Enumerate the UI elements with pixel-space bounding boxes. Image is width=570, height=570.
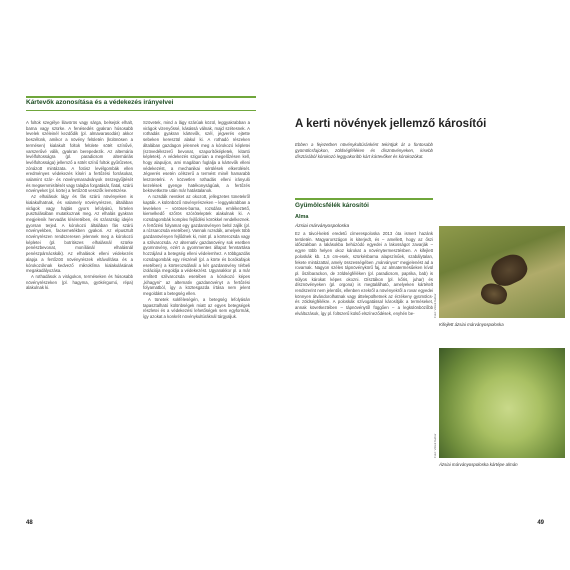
right-page <box>285 0 570 570</box>
paragraph: A foltok szegélye lilavörös vagy sárga, belsejük elhalt, barna vagy szürke. A fenésedés gyakran húsosabb levelek széleinél kezdődik (pl. almavarasodás) akkor beszélünk, amikor a növény felületén (különösen a termésen) kialakult foltok felülete sötét színűvé, varszerűvé válik, gyakran berepedezik. Az alternária levélfoltosságra (pl. paradicsom alternáriás levélfoltossága) jellemző a sötét színű foltok gyűrűzetes, zónázott mintázata. A fotósz levélgombák ellen eredményes védekezés kíséri a fertőzési forrásokat, valamint szár- és növénymaradványok összegyűjtését és megsemmisítését vagy talajba forgatását, fiatal, szárú növényeket (pl. körte) a fertőzött vesszők lemetszése. <box>26 120 134 194</box>
chapter-intro: Ebben a fejezetben növénykultúránként tekintjük át a fontosabb gyümölcsfajokon, zöldségféléken és dísznövényeken, kisebb dísztárából kórokozó leggyakoribb kárt kártevőket és kórokozókat. <box>295 142 433 159</box>
section-header <box>295 198 433 211</box>
left-column-2 <box>143 120 250 320</box>
photo-credit: Fotó: Vétek Gábor <box>433 433 437 458</box>
paragraph: Ez a távol-keleti eredetű címerespoloska 2013 óta ismert hazánk területén. Magyarországon is kiterjedt, és – amellett, hogy az őszi időszakban a lakásokba behúzódó egyedei a lakosságot zavarják – egyre több helyen okoz károkat a növénytermesztésben. A kifejlett poloskák kb. 1,5 cm-esek, szürkésbarna alapszínűek, szabálytalan, fekete mintázattal, amely összességében „márványos” megjelenést ad a rovarnak. Nagyon széles tápnövénykörű faj, az almatermésűeken kívül pl. őszibarackon, de zöldségféléken (pl. paradicsom, paprika, bab) is súlyos károkat képes okozni. Dísztákon (pl. kőris, juhar) és dísznövényeken (pl. orgona) is megtalálható, amelyeken kártételt rendszerint nem jelentős, ellenben ezekről a növényekről a rovar egyedei könnyen átvándorolhatnak vagy áttelepülhetnek az érzékeny gyümölcs- és zöldségfélékre. A poloskák szívogatással károsítják a terméseket, annak következtében – tápnövénytől függően – a legkülönbözőbb elváltozások, így pl. foltszerű külső elszíneződések, enyhén be- <box>295 231 433 316</box>
paragraph: Szövetek, mind a lágy szárúak közül, leggyakrabban a virágok vizenyőssé, kásássá válnak, majd szétesnek. A rothadás gyakran kártevők, szél, jégverés ejtette sebeken keresztül alakul ki. A rothadó részeken általában gazdagon jelennek meg a kórokozó képletei (szövedékszerű bevonat, szaporítóképletek, kitartó képletek). A védekezés szigorúan a megelőzésen kell, hogy alapuljon, ami magában foglalja a kártevők elleni védekezést, a mechanikai sérülések elkerülését. Jégverés esetén célszerű a termést minél hamarabb leszüretelni. A közvetlen rothadás elleni irányuló kezelések gyenge hatékonyságúak, a fertőzés bekövetkezte után már hatástalanok. <box>143 120 250 194</box>
photo-caption: Kifejlett ázsiai márványospoloska <box>439 322 504 327</box>
pest-name: Ázsiai márványospoloska <box>295 224 350 229</box>
pest-description <box>295 231 433 317</box>
photo-damaged-apple <box>439 348 565 458</box>
paragraph: A tünetek sokféleségén, a betegség lefolyásán tapasztalható különbségek miatt az egyes betegségek részletei és a védekezési lehetőségek sem egyformák, így azokat a konkrét növénykultúráknál tárgyaljuk. <box>143 296 250 319</box>
photo-credit: Fotó: Vétek Gábor <box>433 293 437 318</box>
left-column-1 <box>26 120 133 291</box>
page-number-left: 48 <box>26 520 33 526</box>
photo-adult-stink-bug <box>439 226 565 318</box>
paragraph: Az elhalások lágy és fás szárú növényeken is kialakulhatnak, és valamely növényrészen, általában virágok vagy hajtás gyors lefolyású, hirtelen pusztulásában mutatkoznak meg. Az elhalás gyakran megjelenik hervadás kíséretében, és szárazság idején gyorsan terjed. A kórokozó általában fás szárú növényekben, facsemetékben gyakori. Az elpusztult növényrészen rendszeresen jelennek meg a kórokozó képletei (pl. botritiszes elhalásnál szürke penészbevonat, moníliánál elhalásnál penészpárnácskák). Az elhalások elleni védekezés alapja a fertőzött növényrészek eltávolítása és a kórokozóknak kedvező mikroklíma kialakulásának megakadályozása. <box>26 194 133 274</box>
page-number-right: 49 <box>537 520 544 526</box>
photo-caption: Ázsiai márványospoloska kártépe almán <box>439 462 518 467</box>
paragraph: A rozsdák nevüket az okozott, jellegzetes tünetekről kapták. A különböző növényrészeken – leggyakrabban a leveleken – vöröses-barna, rozsdára emlékeztető, kiemelkedő szőrös szóróteleptek alakulnak ki. A rozsdagombák komplex fejlődési körökkel rendelkeznek. A fertőzési folyamat egy gazdanövényen belül zajlik (pl. a rózsarozsda esetében). Vannak rozsdák, amelyek több gazdanövényen fejlődnek ki, mint pl. a körterozsda vagy a szilvarozsda. Az alternatív gazdanövény sok esetben gyomnövény, ezért a gyommentes állapot fenntartása hozzájárul a betegség elleni védelemhez. A többgazdás rozsdagombák egy részénél (pl. a körte és borókafajok esetében) a körterozsdánál a két gazdanövény térbeli izolációja megoldja a védekezést. Ugyanakkor pl. a már említett szilvarozsda esetében a kórokozó képes „kihagyni” az alternatív gazdanövényt a fertőzési folyamatból, így a köztesgazda írtása nem jelent megoldást a betegség ellen. <box>143 194 250 297</box>
paragraph: A rothadások a virágokon, terméseken és húsosabb növényrészeken (pl. hagyma, gyökérgumó, répa) alakulnak ki. <box>26 273 133 291</box>
section-title: Gyümölcsfélék károsítói <box>295 202 369 209</box>
subsection-title: Alma <box>295 214 309 220</box>
chapter-title: A kerti növények jellemző károsítói <box>295 118 487 130</box>
running-header <box>26 96 256 111</box>
running-header-text: Kártevők azonosítása és a védekezés irányelvei <box>26 99 174 106</box>
